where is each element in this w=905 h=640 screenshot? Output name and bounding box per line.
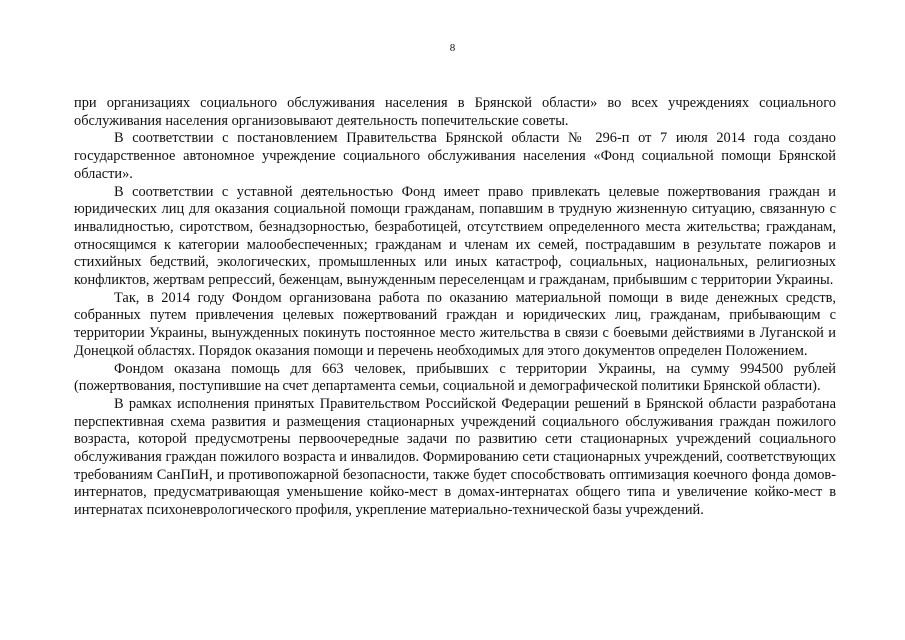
paragraph-aid-amount: Фондом оказана помощь для 663 человек, прибывших с территории Украины, на сумму 994500 рублей (пожертвования, поступившие на счет департамента семьи, социальной и демографической политики Брянской области). bbox=[74, 360, 836, 395]
document-body bbox=[74, 95, 836, 520]
page-number: 8 bbox=[449, 42, 456, 54]
paragraph-fund-rights: В соответствии с уставной деятельностью Фонд имеет право привлекать целевые пожертвования граждан и юридических лиц для оказания социальной помощи гражданам, попавшим в трудную жизненную ситуацию, связанную с инвалидностью, сиротством, безнадзорностью, безработицей, отсутствием определенного места жительства; гражданам, относящимся к категории малообеспеченных; гражданам и членам их семей, пострадавшим в результате пожаров и стихийных бедствий, экологических, промышленных или иных катастроф, социальных, национальных, религиозных конфликтов, жертвам репрессий, беженцам, вынужденным переселенцам и гражданам, прибывшим с территории Украины. bbox=[74, 183, 836, 289]
paragraph-development-scheme: В рамках исполнения принятых Правительством Российской Федерации решений в Брянской области разработана перспективная схема развития и размещения стационарных учреждений социального обслуживания граждан пожилого возраста, которой предусмотрены первоочередные задачи по развитию сети стационарных учреждений социального обслуживания граждан пожилого возраста и инвалидов. Формированию сети стационарных учреждений, соответствующих требованиям СанПиН, и противопожарной безопасности, также будет способствовать оптимизация коечного фонда домов-интернатов, предусматривающая уменьшение койко-мест в домах-интернатах общего типа и увеличение койко-мест в интернатах психоневрологического профиля, укрепление материально-технической базы учреждений. bbox=[74, 395, 836, 519]
paragraph-ukraine-aid: Так, в 2014 году Фондом организована работа по оказанию материальной помощи в виде денежных средств, собранных путем привлечения целевых пожертвований граждан и юридических лиц, гражданам, прибывающим с территории Украины, вынужденных покинуть постоянное место жительства в связи с боевыми действиями в Луганской и Донецкой областях. Порядок оказания помощи и перечень необходимых для этого документов определен Положением. bbox=[74, 289, 836, 359]
paragraph-trustee-councils: при организациях социального обслуживания населения в Брянской области» во всех учреждениях социального обслуживания населения организовывают деятельность попечительские советы. bbox=[74, 95, 836, 129]
paragraph-fund-creation: В соответствии с постановлением Правительства Брянской области № 296-п от 7 июля 2014 года создано государственное автономное учреждение социального обслуживания населения «Фонд социальной помощи Брянской области». bbox=[74, 130, 836, 182]
